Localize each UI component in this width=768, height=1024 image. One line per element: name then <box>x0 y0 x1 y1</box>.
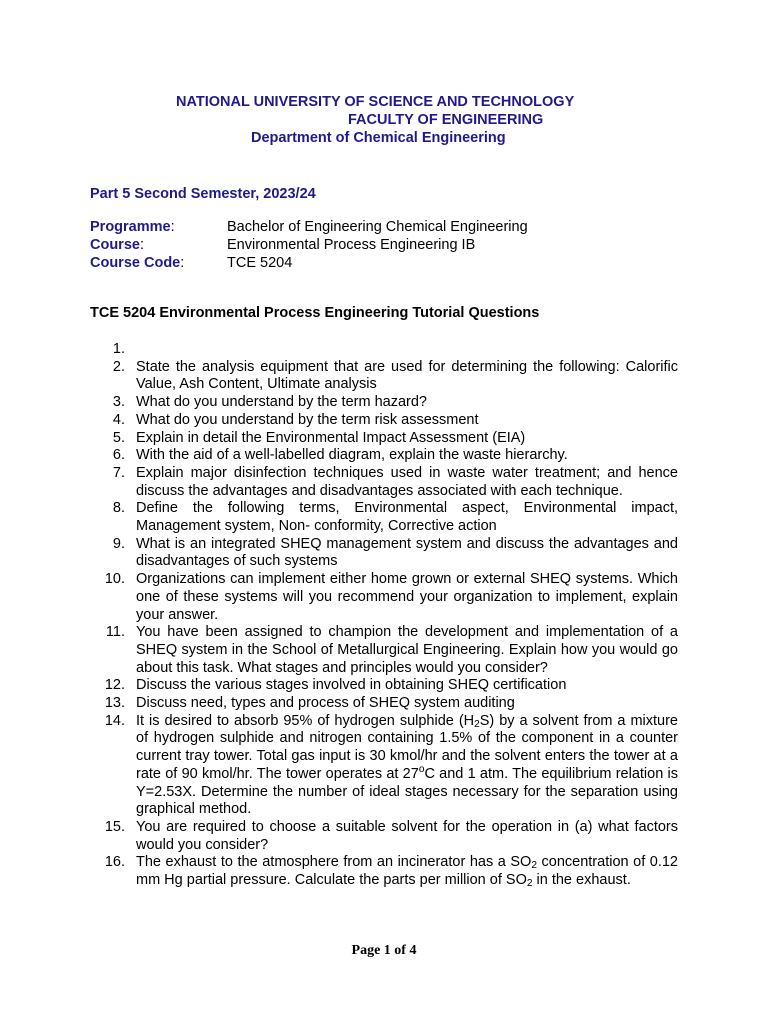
question-text: You have been assigned to champion the development and implementation of a SHEQ system in the School of Metallurgical Engineering. Explain how you would go about this task. What stages and principles would you consider? <box>136 624 678 676</box>
text-part: in the exhaust. <box>532 872 631 889</box>
question-number: 1. <box>112 341 125 357</box>
question-number: 5. <box>112 429 125 446</box>
question-item <box>90 536 678 571</box>
question-text <box>136 854 678 888</box>
superscript: o <box>418 764 425 776</box>
question-item <box>90 571 678 624</box>
semester-line: Part 5 Second Semester, 2023/24 <box>90 186 316 202</box>
question-item <box>90 447 678 465</box>
meta-label: Course <box>90 237 140 253</box>
question-item <box>90 854 678 889</box>
question-text: What do you understand by the term risk assessment <box>136 411 479 428</box>
meta-value: Environmental Process Engineering IB <box>227 237 476 253</box>
question-number: 14. <box>104 712 125 729</box>
question-text: With the aid of a well-labelled diagram, explain the waste hierarchy. <box>136 447 568 464</box>
question-item <box>90 624 678 677</box>
university-name: NATIONAL UNIVERSITY OF SCIENCE AND TECHNOLOGY <box>176 94 575 110</box>
question-number: 2. <box>112 358 125 375</box>
text-part: S) by a solvent from a mixture of hydrogen sulphide and nitrogen containing 1.5% of the component in a counter current tray tower. Total gas input is 30 kmol/hr and the solvent enters the tower at a rate of 90 kmol/hr. The tower operates at 27 <box>136 712 678 782</box>
question-number: 8. <box>112 500 125 517</box>
meta-value: TCE 5204 <box>227 255 293 271</box>
subscript: 2 <box>526 878 533 890</box>
text-part: C and 1 atm. The equilibrium relation is Y=2.53X. Determine the number of ideal stages necessary for the separation using graphical method. <box>136 765 679 818</box>
question-text: What is an integrated SHEQ management system and discuss the advantages and disadvantages of such systems <box>136 535 678 570</box>
question-item <box>90 713 678 819</box>
question-item <box>90 359 678 394</box>
question-number: 3. <box>112 394 125 411</box>
question-number: 10. <box>104 571 125 588</box>
question-item <box>90 695 678 713</box>
question-item <box>90 500 678 535</box>
question-text: Explain in detail the Environmental Impact Assessment (EIA) <box>136 429 526 446</box>
question-number: 7. <box>112 464 125 481</box>
question-item <box>90 819 678 854</box>
meta-value: Bachelor of Engineering Chemical Engineering <box>227 219 528 235</box>
faculty-name: FACULTY OF ENGINEERING <box>348 112 544 128</box>
question-list <box>90 341 678 890</box>
question-text: Discuss need, types and process of SHEQ system auditing <box>136 695 515 712</box>
text-part: The exhaust to the atmosphere from an incinerator has a SO <box>136 854 532 871</box>
question-text: Define the following terms, Environmental aspect, Environmental impact, Management system, Non- conformity, Corrective action <box>136 500 678 535</box>
meta-label: Programme <box>90 219 171 235</box>
question-number: 11. <box>105 624 125 641</box>
subscript: 2 <box>474 718 480 730</box>
question-text <box>136 713 678 818</box>
question-item <box>90 430 678 448</box>
tutorial-title: TCE 5204 Environmental Process Engineering Tutorial Questions <box>90 305 540 321</box>
question-number: 9. <box>112 535 125 552</box>
question-text: Organizations can implement either home grown or external SHEQ systems. Which one of these systems will you recommend your organization to implement, explain your answer. <box>136 571 678 623</box>
question-text: Discuss the various stages involved in obtaining SHEQ certification <box>136 677 567 694</box>
question-number: 4. <box>112 411 125 428</box>
question-text: What do you understand by the term hazard? <box>136 394 427 411</box>
question-text: Explain major disinfection techniques used in waste water treatment; and hence discuss the advantages and disadvantages associated with each technique. <box>136 464 678 499</box>
text-part: It is desired to absorb 95% of hydrogen sulphide (H <box>136 712 475 729</box>
department-name: Department of Chemical Engineering <box>251 130 506 146</box>
question-item <box>90 394 678 412</box>
question-text: State the analysis equipment that are used for determining the following: Calorific Value, Ash Content, Ultimate analysis <box>136 358 678 393</box>
question-number: 6. <box>112 447 125 464</box>
question-item <box>90 677 678 695</box>
question-number: 12. <box>104 677 125 694</box>
subscript: 2 <box>531 860 537 872</box>
question-number: 16. <box>104 854 125 871</box>
question-item <box>90 412 678 430</box>
question-number: 15. <box>104 818 125 835</box>
question-item <box>90 341 678 359</box>
page-footer: Page 1 of 4 <box>351 943 417 958</box>
text-part: concentration of 0.12 mm Hg partial pressure. Calculate the parts per million of SO <box>136 854 678 889</box>
question-item <box>90 465 678 500</box>
meta-label: Course Code <box>90 255 181 271</box>
question-number: 13. <box>104 695 125 712</box>
question-text: You are required to choose a suitable solvent for the operation in (a) what factors would you consider? <box>136 818 678 853</box>
